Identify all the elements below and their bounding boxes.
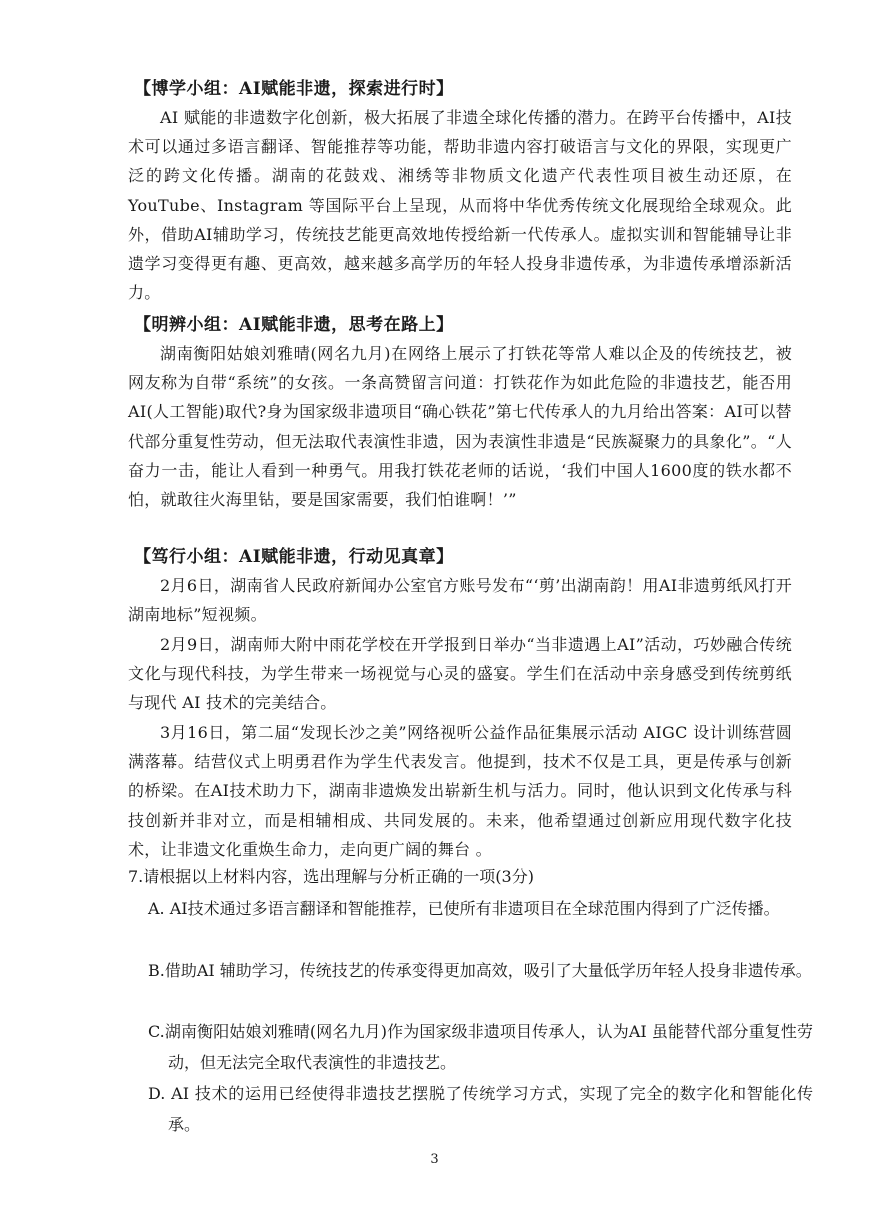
paragraph-mingbian: 湖南衡阳姑娘刘雅晴(网名九月)在网络上展示了打铁花等常人难以企及的传统技艺，被网友称为自带“系统”的女孩。一条高赞留言问道：打铁花作为如此危险的非遗技艺，能否用AI(人工智能)取代?身为国家级非遗项目“确心铁花”第七代传承人的九月给出答案：AI可以替代部分重复性劳动，但无法取代表演性非遗，因为表演性非遗是“民族凝聚力的具象化”。“人奋力一击，能让人看到一种勇气。用我打铁花老师的话说，‘我们中国人1600度的铁水都不怕，就敢往火海里钻，要是国家需要，我们怕谁啊！’” xyxy=(128,344,792,510)
option-a: A. AI技术通过多语言翻译和智能推荐，已使所有非遗项目在全球范围内得到了广泛传播。 xyxy=(148,899,780,918)
section-heading-duxing: 【笃行小组：AI赋能非遗，行动见真章】 xyxy=(134,547,454,567)
section-heading-boxue: 【博学小组：AI赋能非遗，探索进行时】 xyxy=(134,79,454,99)
paragraph-duxing-1: 2月6日，湖南省人民政府新闻办公室官方账号发布“‘剪’出湖南韵！用AI非遗剪纸风打开湖南地标”短视频。 xyxy=(128,576,792,625)
option-c: C.湖南衡阳姑娘刘雅晴(网名九月)作为国家级非遗项目传承人，认为AI 虽能替代部分重复性劳动，但无法完全取代表演性的非遗技艺。 xyxy=(148,1022,813,1072)
option-d: D. AI 技术的运用已经使得非遗技艺摆脱了传统学习方式，实现了完全的数字化和智能化传承。 xyxy=(148,1084,813,1134)
option-b: B.借助AI 辅助学习，传统技艺的传承变得更加高效，吸引了大量低学历年轻人投身非遗传承。 xyxy=(148,961,812,980)
paragraph-duxing-2: 2月9日，湖南师大附中雨花学校在开学报到日举办“当非遗遇上AI”活动，巧妙融合传统文化与现代科技，为学生带来一场视觉与心灵的盛宴。学生们在活动中亲身感受到传统剪纸与现代 AI 技术的完美结合。 xyxy=(128,635,792,713)
question-stem: 7.请根据以上材料内容，选出理解与分析正确的一项(3分) xyxy=(128,867,534,886)
section-heading-mingbian: 【明辨小组：AI赋能非遗，思考在路上】 xyxy=(134,315,454,335)
paragraph-duxing-3: 3月16日，第二届“发现长沙之美”网络视听公益作品征集展示活动 AIGC 设计训练营圆满落幕。结营仪式上明勇君作为学生代表发言。他提到，技术不仅是工具，更是传承与创新的桥梁。在AI技术助力下，湖南非遗焕发出崭新生机与活力。同时，他认识到文化传承与科技创新并非对立，而是相辅相成、共同发展的。未来，他希望通过创新应用现代数字化技术，让非遗文化重焕生命力，走向更广阔的舞台 。 xyxy=(128,723,792,859)
paragraph-boxue: AI 赋能的非遗数字化创新，极大拓展了非遗全球化传播的潜力。在跨平台传播中，AI技术可以通过多语言翻译、智能推荐等功能，帮助非遗内容打破语言与文化的界限，实现更广泛的跨文化传播。湖南的花鼓戏、湘绣等非物质文化遗产代表性项目被生动还原，在 YouTube、Instagram 等国际平台上呈现，从而将中华优秀传统文化展现给全球观众。此外，借助AI辅助学习，传统技艺能更高效地传授给新一代传承人。虚拟实训和智能辅导让非遗学习变得更有趣、更高效，越来越多高学历的年轻人投身非遗传承，为非遗传承增添新活力。 xyxy=(128,108,792,303)
page-number: 3 xyxy=(430,1152,439,1167)
